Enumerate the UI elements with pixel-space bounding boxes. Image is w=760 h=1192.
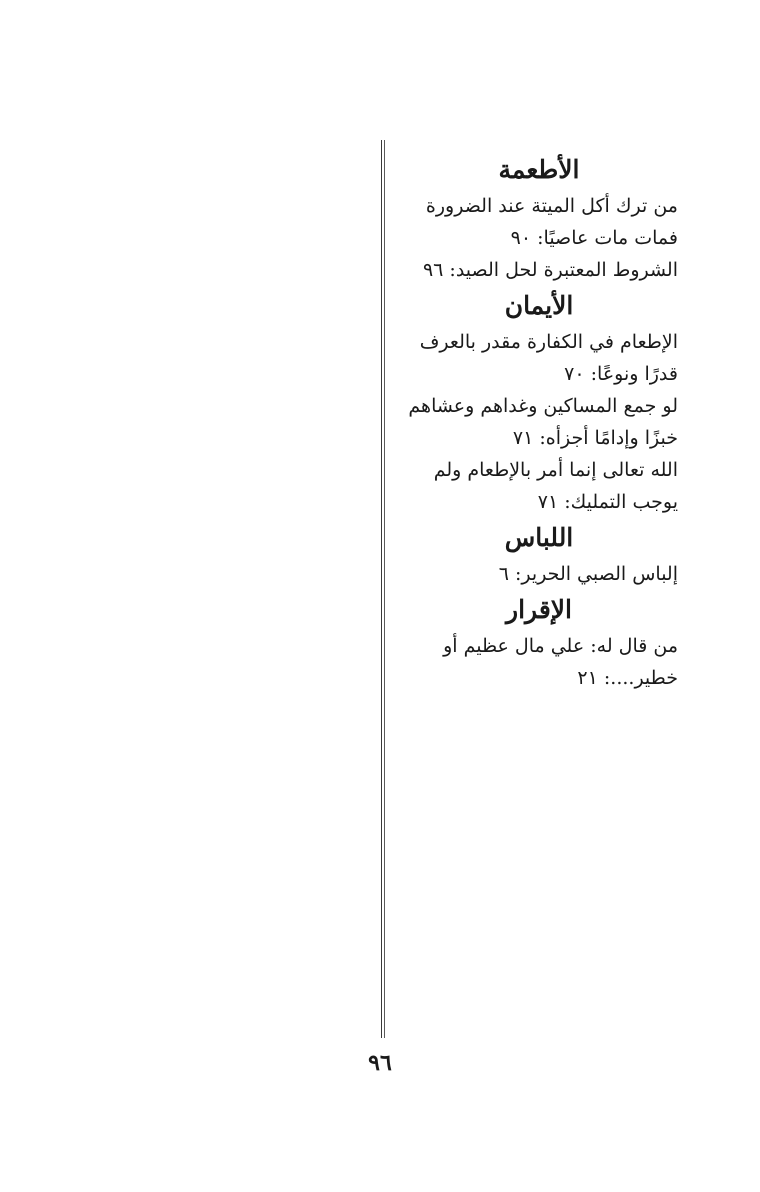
index-entry [390, 630, 678, 694]
entry-line: الإطعام في الكفارة مقدر بالعرف [419, 331, 678, 353]
index-entry [390, 326, 678, 390]
entry-line: الشروط المعتبرة لحل الصيد: ٩٦ [422, 259, 678, 281]
entry-line: فمات مات عاصيًا: ٩٠ [510, 227, 678, 249]
entry-line: إلباس الصبي الحرير: ٦ [498, 563, 678, 585]
index-entry [390, 454, 678, 518]
section-heading: الإقرار [506, 595, 572, 624]
index-entry [390, 390, 678, 454]
entry-line: من ترك أكل الميتة عند الضرورة [425, 195, 678, 217]
entry-line: لو جمع المساكين وغداهم وعشاهم [408, 395, 678, 417]
section-iqrar [390, 590, 678, 694]
entry-line: الله تعالى إنما أمر بالإطعام ولم [433, 459, 678, 481]
entry-line: خبزًا وإدامًا أجزأه: ٧١ [512, 427, 678, 449]
index-entry [390, 558, 678, 590]
entry-line: خطير....: ٢١ [577, 667, 678, 689]
entry-line: من قال له: علي مال عظيم أو [443, 635, 678, 657]
section-heading: الأطعمة [498, 155, 580, 184]
section-libas [390, 518, 678, 590]
entry-line: يوجب التمليك: ٧١ [537, 491, 678, 513]
page-number: ٩٦ [368, 1050, 392, 1076]
index-column [390, 150, 678, 694]
column-rule [381, 140, 385, 1038]
index-entry [390, 190, 678, 254]
section-atima [390, 150, 678, 286]
entry-line: قدرًا ونوعًا: ٧٠ [564, 363, 678, 385]
index-entry [390, 254, 678, 286]
section-ayman [390, 286, 678, 518]
section-heading: الأيمان [504, 291, 574, 320]
section-heading: اللباس [504, 523, 574, 552]
